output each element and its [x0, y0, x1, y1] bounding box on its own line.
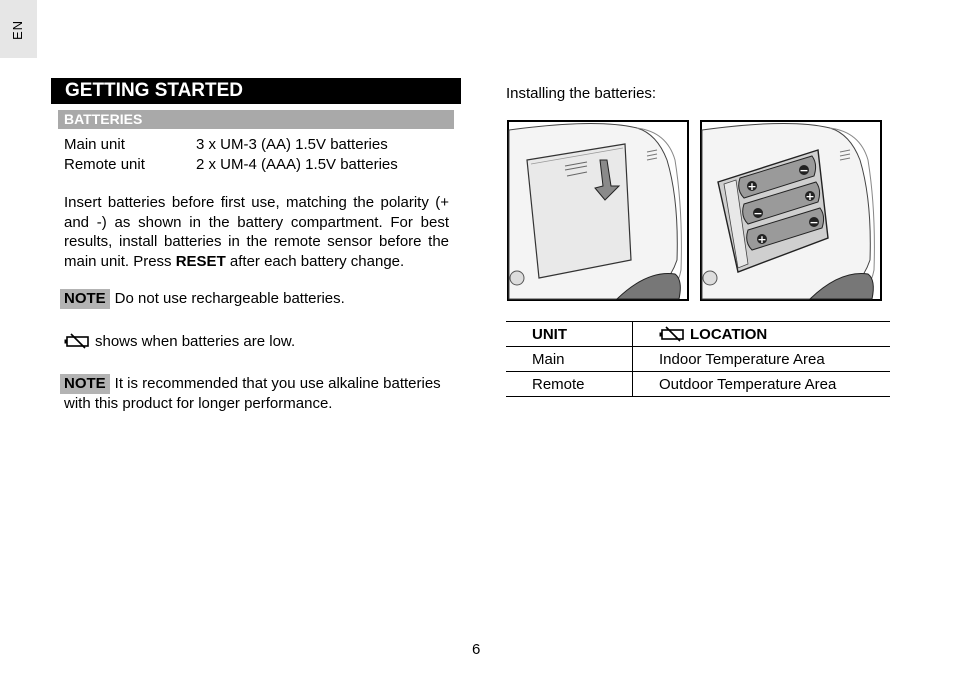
low-battery-text: shows when batteries are low. [95, 333, 296, 350]
instructions-paragraph [64, 193, 449, 271]
polarity-plus-3: + [757, 233, 767, 246]
polarity-minus-1: − [799, 164, 809, 177]
low-battery-icon [659, 326, 687, 342]
spec-row-remote [64, 156, 398, 173]
note-tag: NOTE [60, 289, 110, 309]
page-number: 6 [472, 641, 481, 658]
low-battery-icon [64, 333, 92, 349]
location-cell: Outdoor Temperature Area [633, 372, 891, 397]
note-tag: NOTE [60, 374, 110, 394]
polarity-plus-2: + [805, 190, 815, 203]
spec-value: 3 x UM-3 (AA) 1.5V batteries [196, 136, 388, 153]
battery-door-figure [507, 120, 689, 301]
unit-cell: Remote [506, 372, 633, 397]
table-row [506, 347, 890, 372]
language-label: EN [10, 19, 25, 40]
polarity-minus-2: − [753, 207, 763, 220]
section-title: GETTING STARTED [51, 78, 461, 104]
table-header-row [506, 322, 890, 347]
instructions-text-before: Insert batteries before first use, matching the polarity (+ and -) as shown in the battery compartment. For best results, install batteries in the remote sensor before the main unit. Press [64, 194, 449, 270]
polarity-plus-1: + [747, 180, 757, 193]
language-tab [0, 0, 37, 58]
spec-label: Main unit [64, 136, 125, 153]
unit-cell: Main [506, 347, 633, 372]
spec-label: Remote unit [64, 156, 145, 173]
subsection-title: BATTERIES [58, 110, 454, 129]
polarity-minus-3: − [809, 216, 819, 229]
spec-row-main [64, 136, 388, 153]
unit-column-header: UNIT [506, 322, 633, 347]
table-row [506, 372, 890, 397]
location-table [506, 321, 890, 397]
reset-keyword: RESET [175, 252, 226, 270]
battery-compartment-figure [700, 120, 882, 301]
location-cell: Indoor Temperature Area [633, 347, 891, 372]
note-text: Do not use rechargeable batteries. [114, 290, 345, 307]
instructions-text-after: after each battery change. [225, 252, 405, 270]
low-battery-line [64, 333, 295, 350]
note-rechargeable [64, 289, 454, 309]
note-text: It is recommended that you use alkaline batteries with this product for longer performance. [64, 375, 441, 412]
location-header-label: LOCATION [690, 325, 768, 343]
note-alkaline [64, 374, 454, 414]
install-label: Installing the batteries: [506, 85, 657, 102]
location-column-header [633, 322, 891, 347]
spec-value: 2 x UM-4 (AAA) 1.5V batteries [196, 156, 398, 173]
